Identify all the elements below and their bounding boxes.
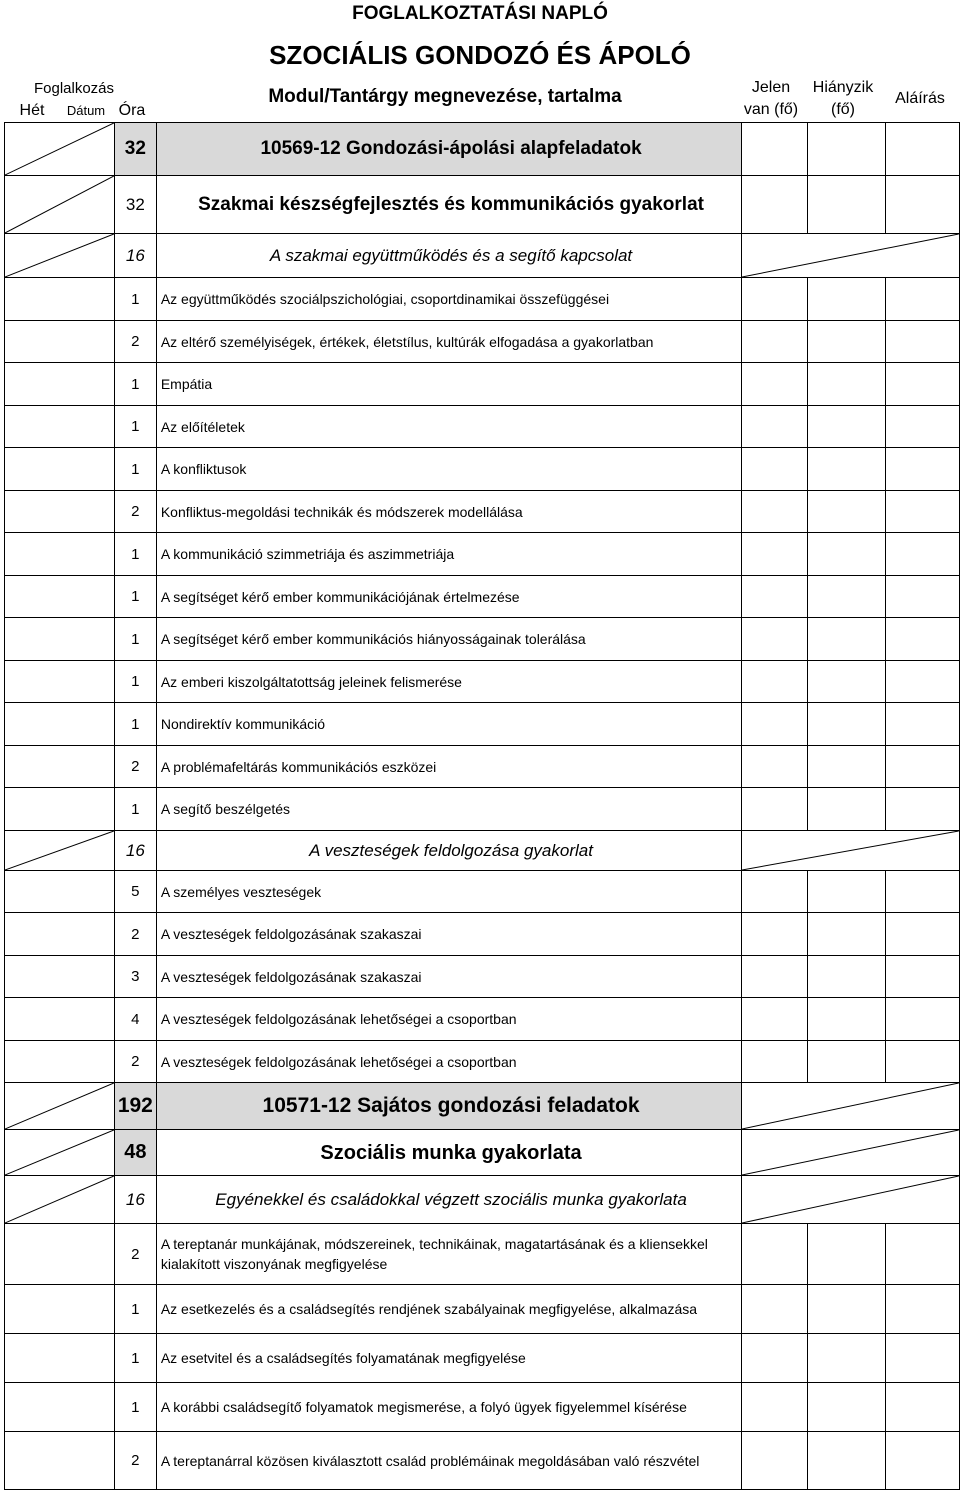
- absent-cell[interactable]: [808, 576, 886, 618]
- signature-cell[interactable]: [886, 533, 960, 576]
- week-date-cell[interactable]: [5, 491, 115, 533]
- present-cell[interactable]: [742, 788, 808, 831]
- table-row: [5, 448, 960, 491]
- table-row: [5, 1041, 960, 1083]
- week-date-cell[interactable]: [5, 123, 115, 176]
- absent-cell[interactable]: [808, 1224, 886, 1285]
- table-row: [5, 491, 960, 533]
- table-row: [5, 831, 960, 871]
- attendance-struck-cell: [742, 1130, 960, 1176]
- week-date-cell[interactable]: [5, 1383, 115, 1432]
- topic-cell: Az eltérő személyiségek, értékek, életstílus, kultúrák elfogadása a gyakorlatban: [156, 321, 741, 363]
- table-row: [5, 746, 960, 788]
- table-row: [5, 1334, 960, 1383]
- hours-cell: 2: [114, 1224, 156, 1285]
- week-date-cell[interactable]: [5, 661, 115, 703]
- week-date-cell[interactable]: [5, 998, 115, 1041]
- signature-cell[interactable]: [886, 1432, 960, 1490]
- week-date-cell[interactable]: [5, 234, 115, 278]
- signature-cell[interactable]: [886, 703, 960, 746]
- hours-cell: 2: [114, 913, 156, 956]
- absent-cell[interactable]: [808, 278, 886, 321]
- topic-cell: Szociális munka gyakorlata: [156, 1130, 741, 1176]
- attendance-struck-cell: [742, 234, 960, 278]
- signature-cell[interactable]: [886, 176, 960, 234]
- table-row: [5, 321, 960, 363]
- week-date-cell[interactable]: [5, 913, 115, 956]
- table-row: [5, 176, 960, 234]
- topic-cell: A kommunikáció szimmetriája és aszimmetriája: [156, 533, 741, 576]
- topic-cell: A tereptanár munkájának, módszereinek, technikáinak, magatartásának és a kliensekkel kialakított viszonyának megfigyelése: [156, 1224, 741, 1285]
- hours-cell: 4: [114, 998, 156, 1041]
- present-cell[interactable]: [742, 123, 808, 176]
- absent-cell[interactable]: [808, 123, 886, 176]
- present-cell[interactable]: [742, 618, 808, 661]
- week-date-cell[interactable]: [5, 788, 115, 831]
- week-date-cell[interactable]: [5, 406, 115, 448]
- topic-cell: A problémafeltárás kommunikációs eszközei: [156, 746, 741, 788]
- topic-cell: Egyénekkel és családokkal végzett szociális munka gyakorlata: [156, 1176, 741, 1224]
- week-date-cell[interactable]: [5, 956, 115, 998]
- absent-cell[interactable]: [808, 1041, 886, 1083]
- absent-cell[interactable]: [808, 321, 886, 363]
- table-row: [5, 1432, 960, 1490]
- hours-cell: 1: [114, 533, 156, 576]
- present-cell[interactable]: [742, 363, 808, 406]
- present-cell[interactable]: [742, 1285, 808, 1334]
- week-date-cell[interactable]: [5, 533, 115, 576]
- topic-cell: A korábbi családsegítő folyamatok megismerése, a folyó ügyek figyelemmel kísérése: [156, 1383, 741, 1432]
- week-date-cell[interactable]: [5, 1176, 115, 1224]
- week-date-cell[interactable]: [5, 576, 115, 618]
- absent-cell[interactable]: [808, 1383, 886, 1432]
- topic-cell: 10571-12 Sajátos gondozási feladatok: [156, 1083, 741, 1130]
- present-cell[interactable]: [742, 956, 808, 998]
- hours-cell: 32: [114, 123, 156, 176]
- absent-cell[interactable]: [808, 618, 886, 661]
- header-module: Modul/Tantárgy megnevezése, tartalma: [268, 86, 622, 107]
- table-row: [5, 234, 960, 278]
- header-jelen-line2: van (fő): [743, 101, 799, 118]
- table-row: [5, 618, 960, 661]
- document-subtitle: SZOCIÁLIS GONDOZÓ ÉS ÁPOLÓ: [269, 40, 691, 70]
- signature-cell[interactable]: [886, 956, 960, 998]
- week-date-cell[interactable]: [5, 1224, 115, 1285]
- absent-cell[interactable]: [808, 176, 886, 234]
- topic-cell: Az esetkezelés és a családsegítés rendjének szabályainak megfigyelése, alkalmazása: [156, 1285, 741, 1334]
- absent-cell[interactable]: [808, 661, 886, 703]
- signature-cell[interactable]: [886, 1041, 960, 1083]
- table-row: [5, 363, 960, 406]
- present-cell[interactable]: [742, 278, 808, 321]
- present-cell[interactable]: [742, 533, 808, 576]
- table-row: [5, 533, 960, 576]
- table-row: [5, 576, 960, 618]
- absent-cell[interactable]: [808, 956, 886, 998]
- hours-cell: 1: [114, 576, 156, 618]
- absent-cell[interactable]: [808, 491, 886, 533]
- week-date-cell[interactable]: [5, 176, 115, 234]
- week-date-cell[interactable]: [5, 1285, 115, 1334]
- present-cell[interactable]: [742, 576, 808, 618]
- hours-cell: 2: [114, 1432, 156, 1490]
- topic-cell: A veszteségek feldolgozásának lehetőségei a csoportban: [156, 998, 741, 1041]
- topic-cell: A segítséget kérő ember kommunikációjának értelmezése: [156, 576, 741, 618]
- absent-cell[interactable]: [808, 998, 886, 1041]
- hours-cell: 1: [114, 448, 156, 491]
- absent-cell[interactable]: [808, 533, 886, 576]
- present-cell[interactable]: [742, 406, 808, 448]
- absent-cell[interactable]: [808, 746, 886, 788]
- topic-cell: A veszteségek feldolgozásának szakaszai: [156, 956, 741, 998]
- week-date-cell[interactable]: [5, 321, 115, 363]
- hours-cell: 1: [114, 703, 156, 746]
- week-date-cell[interactable]: [5, 1432, 115, 1490]
- hours-cell: 192: [114, 1083, 156, 1130]
- hours-cell: 16: [114, 1176, 156, 1224]
- table-row: [5, 956, 960, 998]
- table-row: [5, 1224, 960, 1285]
- absent-cell[interactable]: [808, 1285, 886, 1334]
- hours-cell: 3: [114, 956, 156, 998]
- topic-cell: A személyes veszteségek: [156, 871, 741, 913]
- topic-cell: A veszteségek feldolgozásának szakaszai: [156, 913, 741, 956]
- topic-cell: A segítséget kérő ember kommunikációs hiányosságainak tolerálása: [156, 618, 741, 661]
- hours-cell: 16: [114, 234, 156, 278]
- header-foglalkozas: Foglalkozás: [33, 80, 115, 97]
- topic-cell: Az emberi kiszolgáltatottság jeleinek felismerése: [156, 661, 741, 703]
- table-row: [5, 406, 960, 448]
- signature-cell[interactable]: [886, 998, 960, 1041]
- week-date-cell[interactable]: [5, 831, 115, 871]
- absent-cell[interactable]: [808, 406, 886, 448]
- present-cell[interactable]: [742, 1383, 808, 1432]
- week-date-cell[interactable]: [5, 871, 115, 913]
- hours-cell: 1: [114, 406, 156, 448]
- hours-cell: 1: [114, 363, 156, 406]
- hours-cell: 1: [114, 278, 156, 321]
- table-row: [5, 661, 960, 703]
- hours-cell: 48: [114, 1130, 156, 1176]
- hours-cell: 1: [114, 1383, 156, 1432]
- present-cell[interactable]: [742, 1224, 808, 1285]
- week-date-cell[interactable]: [5, 1041, 115, 1083]
- week-date-cell[interactable]: [5, 448, 115, 491]
- hours-cell: 2: [114, 491, 156, 533]
- absent-cell[interactable]: [808, 788, 886, 831]
- present-cell[interactable]: [742, 913, 808, 956]
- topic-cell: A veszteségek feldolgozásának lehetőségei a csoportban: [156, 1041, 741, 1083]
- topic-cell: Empátia: [156, 363, 741, 406]
- week-date-cell[interactable]: [5, 618, 115, 661]
- topic-cell: Nondirektív kommunikáció: [156, 703, 741, 746]
- table-row: [5, 278, 960, 321]
- topic-cell: Konfliktus-megoldási technikák és módszerek modellálása: [156, 491, 741, 533]
- week-date-cell[interactable]: [5, 703, 115, 746]
- signature-cell[interactable]: [886, 321, 960, 363]
- present-cell[interactable]: [742, 176, 808, 234]
- header-jelen-line1: Jelen: [751, 79, 791, 96]
- present-cell[interactable]: [742, 871, 808, 913]
- hours-cell: 1: [114, 1285, 156, 1334]
- absent-cell[interactable]: [808, 448, 886, 491]
- topic-cell: 10569-12 Gondozási-ápolási alapfeladatok: [156, 123, 741, 176]
- log-table: [4, 122, 960, 1490]
- topic-cell: Az együttműködés szociálpszichológiai, csoportdinamikai összefüggései: [156, 278, 741, 321]
- table-row: [5, 1285, 960, 1334]
- topic-cell: A szakmai együttműködés és a segítő kapcsolat: [156, 234, 741, 278]
- week-date-cell[interactable]: [5, 1130, 115, 1176]
- week-date-cell[interactable]: [5, 1334, 115, 1383]
- table-row: [5, 788, 960, 831]
- attendance-struck-cell: [742, 1083, 960, 1130]
- absent-cell[interactable]: [808, 1334, 886, 1383]
- topic-cell: A tereptanárral közösen kiválasztott család problémáinak megoldásában való részvétel: [156, 1432, 741, 1490]
- present-cell[interactable]: [742, 1432, 808, 1490]
- header-alairas: Aláírás: [895, 90, 945, 107]
- week-date-cell[interactable]: [5, 1083, 115, 1130]
- week-date-cell[interactable]: [5, 363, 115, 406]
- signature-cell[interactable]: [886, 618, 960, 661]
- header-hianyzik-line1: Hiányzik: [812, 79, 874, 96]
- signature-cell[interactable]: [886, 1383, 960, 1432]
- table-row: [5, 123, 960, 176]
- present-cell[interactable]: [742, 703, 808, 746]
- signature-cell[interactable]: [886, 1224, 960, 1285]
- signature-cell[interactable]: [886, 576, 960, 618]
- signature-cell[interactable]: [886, 746, 960, 788]
- table-row: [5, 1383, 960, 1432]
- header-ora: Óra: [118, 102, 146, 119]
- signature-cell[interactable]: [886, 491, 960, 533]
- signature-cell[interactable]: [886, 278, 960, 321]
- header-het: Hét: [19, 102, 45, 119]
- present-cell[interactable]: [742, 746, 808, 788]
- week-date-cell[interactable]: [5, 746, 115, 788]
- week-date-cell[interactable]: [5, 278, 115, 321]
- table-row: [5, 913, 960, 956]
- table-row: [5, 871, 960, 913]
- signature-cell[interactable]: [886, 871, 960, 913]
- present-cell[interactable]: [742, 491, 808, 533]
- attendance-struck-cell: [742, 1176, 960, 1224]
- table-row: [5, 1130, 960, 1176]
- hours-cell: 5: [114, 871, 156, 913]
- hours-cell: 32: [114, 176, 156, 234]
- hours-cell: 1: [114, 1334, 156, 1383]
- table-row: [5, 703, 960, 746]
- absent-cell[interactable]: [808, 913, 886, 956]
- signature-cell[interactable]: [886, 448, 960, 491]
- hours-cell: 2: [114, 1041, 156, 1083]
- signature-cell[interactable]: [886, 1334, 960, 1383]
- attendance-struck-cell: [742, 831, 960, 871]
- table-row: [5, 1176, 960, 1224]
- topic-cell: Az esetvitel és a családsegítés folyamatának megfigyelése: [156, 1334, 741, 1383]
- table-row: [5, 998, 960, 1041]
- signature-cell[interactable]: [886, 913, 960, 956]
- topic-cell: A konfliktusok: [156, 448, 741, 491]
- hours-cell: 16: [114, 831, 156, 871]
- absent-cell[interactable]: [808, 703, 886, 746]
- signature-cell[interactable]: [886, 788, 960, 831]
- table-row: [5, 1083, 960, 1130]
- header-hianyzik-line2: (fő): [831, 101, 855, 118]
- signature-cell[interactable]: [886, 406, 960, 448]
- topic-cell: A veszteségek feldolgozása gyakorlat: [156, 831, 741, 871]
- topic-cell: Szakmai készségfejlesztés és kommunikációs gyakorlat: [156, 176, 741, 234]
- present-cell[interactable]: [742, 448, 808, 491]
- header-datum: Dátum: [66, 103, 106, 118]
- hours-cell: 1: [114, 661, 156, 703]
- topic-cell: Az előítéletek: [156, 406, 741, 448]
- absent-cell[interactable]: [808, 363, 886, 406]
- signature-cell[interactable]: [886, 1285, 960, 1334]
- present-cell[interactable]: [742, 321, 808, 363]
- topic-cell: A segítő beszélgetés: [156, 788, 741, 831]
- absent-cell[interactable]: [808, 1432, 886, 1490]
- present-cell[interactable]: [742, 661, 808, 703]
- signature-cell[interactable]: [886, 123, 960, 176]
- present-cell[interactable]: [742, 1041, 808, 1083]
- absent-cell[interactable]: [808, 871, 886, 913]
- present-cell[interactable]: [742, 1334, 808, 1383]
- document-title: FOGLALKOZTATÁSI NAPLÓ: [352, 3, 608, 24]
- hours-cell: 1: [114, 788, 156, 831]
- signature-cell[interactable]: [886, 661, 960, 703]
- hours-cell: 1: [114, 618, 156, 661]
- signature-cell[interactable]: [886, 363, 960, 406]
- hours-cell: 2: [114, 321, 156, 363]
- hours-cell: 2: [114, 746, 156, 788]
- present-cell[interactable]: [742, 998, 808, 1041]
